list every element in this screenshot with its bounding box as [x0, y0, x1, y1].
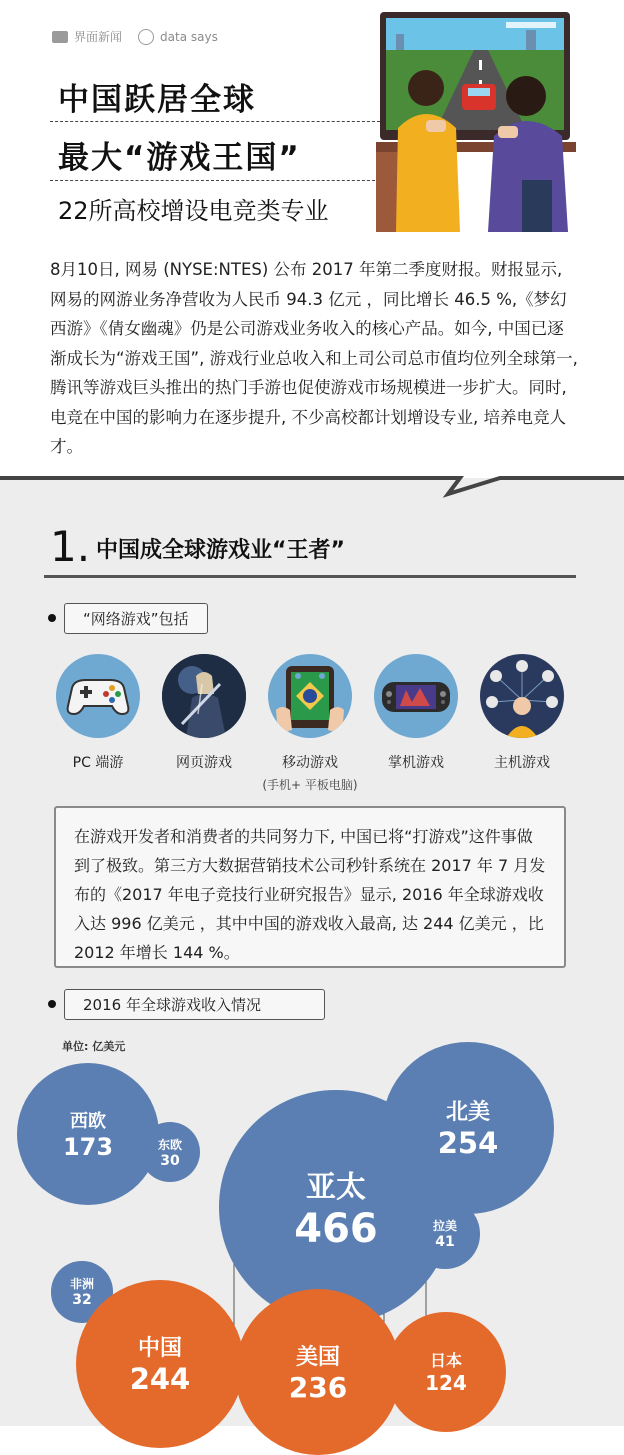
bubble-label: 北美	[445, 1100, 490, 1126]
label-mobile-games: 移动游戏	[282, 755, 338, 771]
rank-label: NO2	[363, 1329, 390, 1343]
bubble-region	[219, 1090, 455, 1323]
bubble-value: 173	[62, 1132, 114, 1161]
bubble-value: 254	[437, 1126, 499, 1161]
bubble-label: 西欧	[69, 1110, 106, 1132]
bubble-value: 30	[160, 1152, 180, 1169]
bubble-label: 亚太	[305, 1169, 366, 1205]
tag-revenue: 2016 年全球游戏收入情况	[64, 989, 325, 1020]
bubble-label: 非洲	[69, 1277, 94, 1292]
bubble-value: 124	[425, 1371, 467, 1396]
bubble-region	[410, 1199, 479, 1268]
label-web-games: 网页游戏	[176, 755, 232, 771]
tag-online-games: “网络游戏”包括	[64, 603, 208, 634]
label-handheld-games: 掌机游戏	[388, 755, 444, 771]
bubble-country	[76, 1280, 245, 1449]
subtitle: 22所高校增设电竞类专业	[58, 197, 329, 225]
bubble-label: 日本	[429, 1351, 462, 1371]
section-number: 1.	[50, 522, 91, 571]
label-console-games: 主机游戏	[494, 755, 550, 771]
title-line-2: 最大“游戏王国”	[58, 140, 301, 176]
bubble-country	[235, 1289, 401, 1455]
info-box: 在游戏开发者和消费者的共同努力下, 中国已将“打游戏”这件事做到了极致。第三方大数据营销技术公司秒针系统在 2017 年 7 月发布的《2017 年电子竞技行业研究报告》显示, 2016 年全球游戏收入达 996 亿美元 ，其中中国的游戏收入最高, 达 244 亿美元 ，比 2012 年增长 144 %。	[54, 806, 566, 968]
intro-paragraph: 8月10日, 网易 (NYSE:NTES) 公布 2017 年第二季度财报。财报显示, 网易的网游业务净营收为人民币 94.3 亿元 ，同比增长 46.5 %,《梦幻西游》《倩女幽魂》仍是公司游戏业务收入的核心产品。如今, 中国已逐渐成长为“游戏王国”, 游戏行业总收入和上司公司总市值均位列全球第一, 腾讯等游戏巨头推出的热门手游也促使游戏市场规模进一步扩大。同时, 电竞在中国的影响力在逐步提升, 不少高校都计划增设专业, 培养电竞人才。	[50, 260, 578, 456]
bubble-value: 466	[294, 1205, 378, 1252]
bubble-value: 41	[435, 1234, 455, 1251]
section-title: 中国成全球游戏业“王者”	[96, 538, 345, 563]
unit-label: 单位: 亿美元	[62, 1040, 126, 1053]
label-pc-games: PC 端游	[72, 755, 124, 771]
bubble-country	[386, 1312, 506, 1432]
bubble-label: 拉美	[432, 1219, 457, 1234]
brand-jiemian: 界面新闻	[74, 30, 123, 44]
bubble-region	[17, 1063, 159, 1205]
bubble-label: 东欧	[157, 1137, 182, 1152]
bubble-value: 236	[288, 1370, 348, 1404]
brand-datasays: data says	[160, 29, 218, 44]
bubble-label: 美国	[295, 1344, 340, 1370]
rank-label: NO3	[452, 1325, 479, 1339]
bubble-region	[140, 1122, 200, 1182]
label-mobile-sub: (手机+ 平板电脑)	[262, 778, 358, 792]
bubble-label: 中国	[137, 1336, 182, 1362]
bubble-value: 32	[72, 1292, 92, 1309]
title-line-1: 中国跃居全球	[58, 82, 256, 118]
bubble-value: 244	[129, 1362, 191, 1397]
rank-label: NO1	[203, 1329, 230, 1343]
